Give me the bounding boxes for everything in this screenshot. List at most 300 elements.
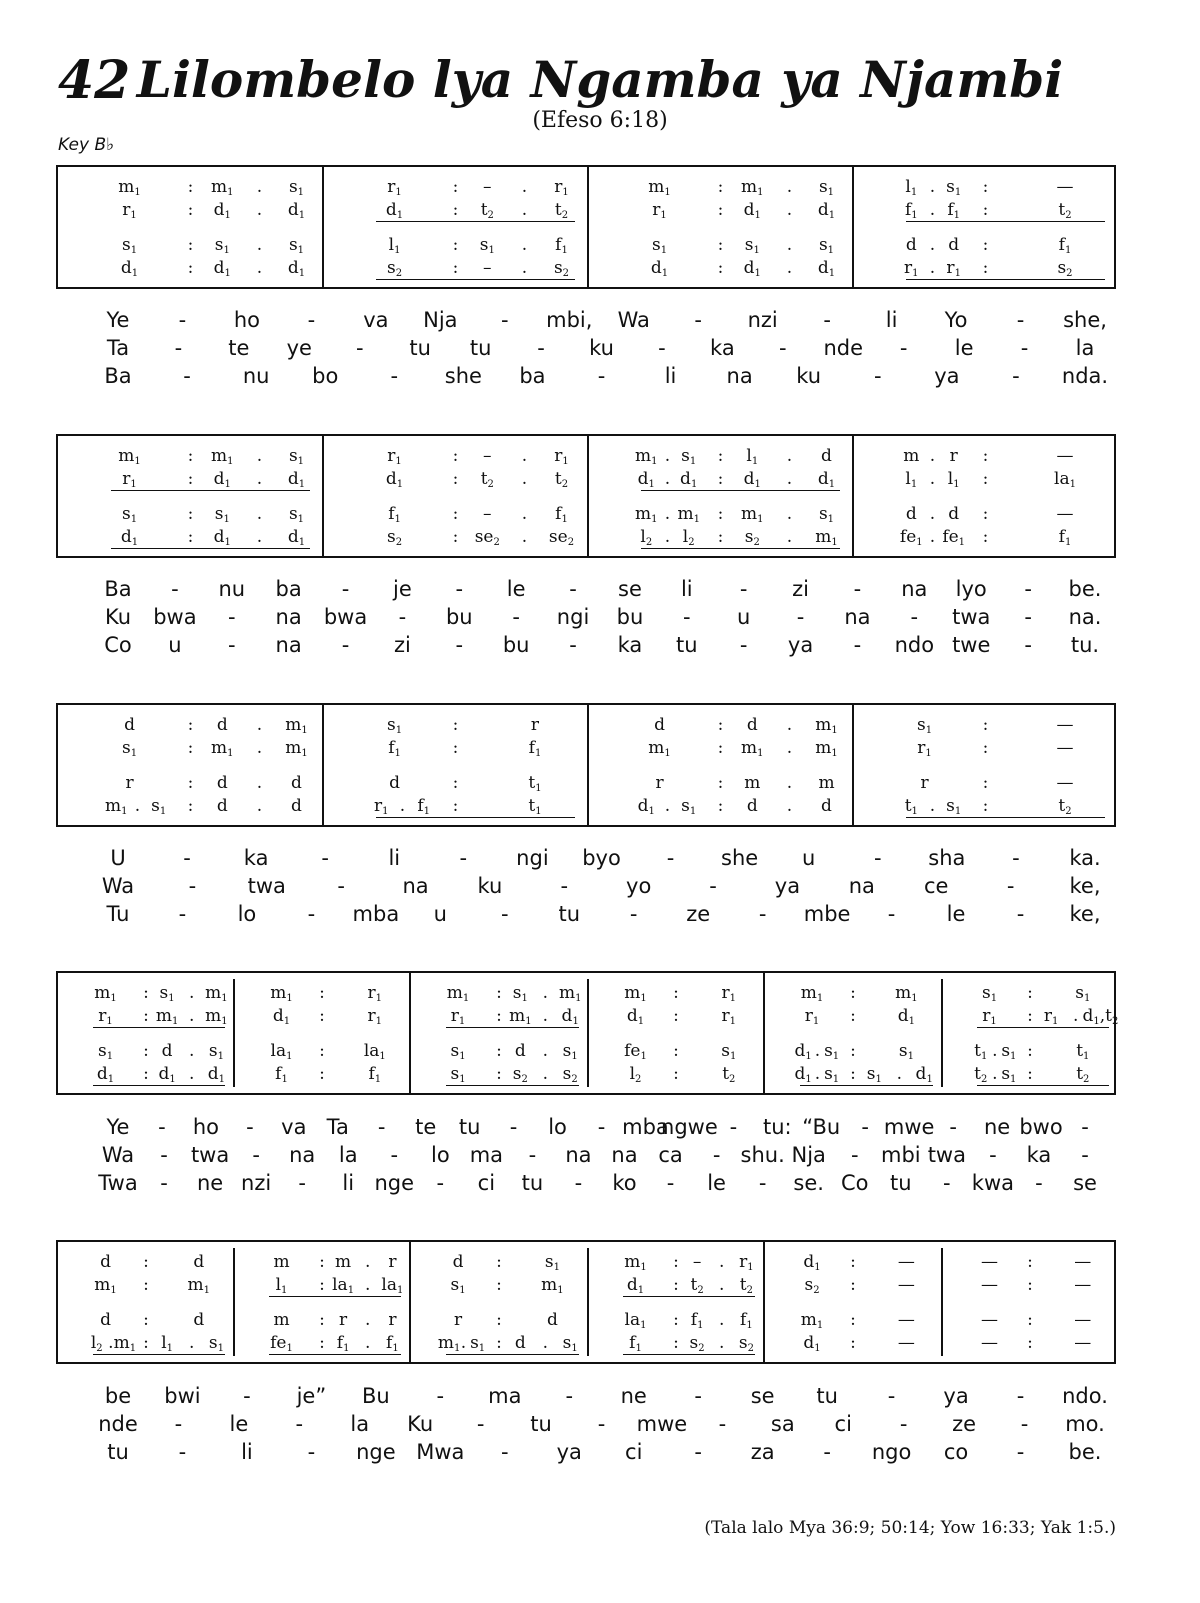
- solfa-note: .: [664, 504, 671, 524]
- solfa-note: :: [452, 446, 459, 466]
- lyric-syllable: nde: [98, 1412, 138, 1436]
- lyric-syllable: na: [611, 1143, 638, 1167]
- voice-row: [58, 1064, 1114, 1084]
- voice-row: [58, 983, 1114, 1003]
- lyric-hyphen: -: [512, 605, 520, 629]
- solfa-note: :: [143, 1006, 149, 1026]
- lyric-hyphen: -: [455, 633, 464, 657]
- solfa-note: :: [982, 469, 989, 489]
- solfa-note: $d_1,t_2$: [1082, 1006, 1119, 1027]
- solfa-note: $r_1$: [98, 1006, 113, 1027]
- lyric-syllable: bu: [502, 633, 530, 657]
- solfa-note: .: [256, 258, 263, 278]
- solfa-note: :: [452, 469, 459, 489]
- solfa-note: $m_1$: [285, 738, 308, 759]
- lyric-hyphen: -: [629, 902, 638, 926]
- solfa-note: $d_1$: [915, 1064, 933, 1085]
- solfa-note: $m_1$: [635, 504, 658, 525]
- solfa-note: $m_1$: [815, 715, 838, 736]
- solfa-note: :: [187, 796, 194, 816]
- lyric-syllable: va: [281, 1115, 307, 1139]
- solfa-note: .: [786, 715, 793, 735]
- solfa-note: —: [1056, 177, 1074, 197]
- solfa-note: $s_2$: [562, 1064, 578, 1085]
- lyric-hyphen: -: [712, 1143, 721, 1167]
- solfa-note: .: [896, 1064, 902, 1084]
- solfa-note: $s_2$: [386, 527, 403, 548]
- solfa-note: r: [530, 715, 540, 735]
- lyric-syllable: Tu: [106, 902, 130, 926]
- solfa-note: .: [108, 1333, 114, 1353]
- solfa-note: .: [460, 1333, 467, 1353]
- solfa-note: :: [187, 715, 194, 735]
- solfa-note: :: [673, 983, 679, 1003]
- lyric-syllable: bu: [445, 605, 473, 629]
- lyric-syllable: le: [954, 336, 974, 360]
- solfa-note: :: [982, 200, 989, 220]
- solfa-note: .: [521, 469, 528, 489]
- solfa-note: $m_1$: [94, 1275, 117, 1296]
- lyric-syllable: u: [802, 846, 816, 870]
- lyric-syllable: za: [750, 1440, 775, 1464]
- lyric-syllable: zi: [792, 577, 810, 601]
- lyric-syllable: Ba: [104, 364, 132, 388]
- solfa-note: .: [542, 1064, 548, 1084]
- lyric-syllable: ya: [556, 1440, 582, 1464]
- lyric-syllable: na: [289, 1143, 316, 1167]
- solfa-note: $s_1$: [1001, 1041, 1017, 1062]
- solfa-note: .: [786, 796, 793, 816]
- solfa-note: .: [256, 773, 263, 793]
- music-system: [56, 971, 1119, 1095]
- lyric-syllable: bu: [616, 605, 644, 629]
- lyric-hyphen: -: [861, 1115, 870, 1139]
- solfa-note: .: [719, 1252, 725, 1272]
- solfa-note: $r_1$: [554, 446, 569, 467]
- solfa-note: $d_1$: [287, 258, 306, 279]
- solfa-note: $d_1$: [207, 1064, 226, 1085]
- solfa-note: $s_1$: [946, 177, 962, 198]
- solfa-note: $la_1$: [1054, 469, 1076, 490]
- lyric-line: [0, 336, 1200, 364]
- solfa-note: $m_1$: [895, 983, 918, 1004]
- solfa-note: .: [786, 235, 793, 255]
- lyric-hyphen: -: [899, 1412, 908, 1436]
- solfa-note: $d_1$: [96, 1064, 115, 1085]
- tie-underline: [111, 548, 310, 549]
- solfa-note: .: [256, 504, 263, 524]
- lyric-hyphen: -: [739, 577, 748, 601]
- solfa-note: :: [1027, 1006, 1033, 1026]
- lyric-syllable: sa: [770, 1412, 795, 1436]
- tie-underline: [641, 548, 840, 549]
- lyric-syllable: nzi: [747, 308, 778, 332]
- solfa-note: $l_1$: [947, 469, 960, 490]
- lyric-syllable: Mwa: [416, 1440, 465, 1464]
- solfa-note: .: [786, 469, 793, 489]
- solfa-note: $la_1$: [270, 1041, 293, 1062]
- solfa-note: $r_1$: [374, 796, 389, 817]
- lyric-line: [0, 1440, 1200, 1468]
- solfa-note: $r_1$: [917, 738, 932, 759]
- solfa-note: $d_1$: [272, 1006, 291, 1027]
- lyric-hyphen: -: [537, 336, 545, 360]
- lyric-syllable: ma: [488, 1384, 522, 1408]
- solfa-note: $l_2$: [640, 527, 653, 548]
- lyric-hyphen: -: [455, 577, 464, 601]
- lyric-syllable: Ku: [104, 605, 132, 629]
- solfa-note: .: [786, 504, 793, 524]
- solfa-note: d: [452, 1252, 464, 1272]
- solfa-note: .: [719, 1333, 725, 1353]
- solfa-note: $r_1$: [122, 469, 137, 490]
- lyric-syllable: ma: [469, 1143, 504, 1167]
- lyric-hyphen: -: [666, 846, 675, 870]
- solfa-note: :: [187, 446, 194, 466]
- solfa-note: .: [365, 1252, 371, 1272]
- lyric-hyphen: -: [436, 1384, 445, 1408]
- lyric-hyphen: -: [243, 1384, 251, 1408]
- solfa-note: r: [920, 773, 929, 793]
- lyric-hyphen: -: [910, 605, 919, 629]
- solfa-note: $s_1$: [214, 235, 230, 256]
- lyric-syllable: Bu: [362, 1384, 390, 1408]
- solfa-note: m: [903, 446, 920, 466]
- lyric-syllable: lo: [237, 902, 257, 926]
- solfa-note: $d_1$: [743, 200, 761, 221]
- lyric-syllable: u: [737, 605, 751, 629]
- solfa-note: –: [483, 258, 492, 278]
- solfa-note: :: [319, 1310, 325, 1330]
- lyric-hyphen: -: [501, 902, 509, 926]
- solfa-note: :: [452, 235, 459, 255]
- solfa-note: $f_1$: [947, 200, 961, 221]
- solfa-note: :: [1027, 983, 1033, 1003]
- lyric-syllable: tu: [409, 336, 431, 360]
- solfa-note: $s_2$: [1057, 258, 1073, 279]
- solfa-note: d: [905, 504, 917, 524]
- solfa-note: $s_2$: [512, 1064, 528, 1085]
- solfa-note: r: [453, 1310, 463, 1330]
- lyric-hyphen: -: [1081, 1143, 1089, 1167]
- solfa-note: $d_1$: [680, 469, 698, 490]
- solfa-note: :: [717, 773, 724, 793]
- lyric-syllable: mwe: [636, 1412, 688, 1436]
- solfa-note: $l_1$: [161, 1333, 174, 1354]
- solfa-note: —: [1056, 504, 1074, 524]
- solfa-note: :: [1027, 1333, 1033, 1353]
- solfa-note: :: [143, 1275, 149, 1295]
- solfa-note: $s_2$: [738, 1333, 754, 1354]
- solfa-note: :: [673, 1333, 679, 1353]
- lyric-line: [0, 633, 1200, 661]
- solfa-note: .: [542, 1333, 548, 1353]
- voice-row: [58, 1275, 1114, 1295]
- solfa-note: $d_1$: [385, 469, 404, 490]
- lyric-hyphen: -: [160, 1171, 168, 1195]
- lyric-hyphen: -: [694, 1384, 702, 1408]
- tie-underline: [446, 1027, 580, 1028]
- solfa-note: .: [256, 200, 263, 220]
- lyric-hyphen: -: [758, 1171, 767, 1195]
- solfa-note: $s_1$: [1075, 983, 1091, 1004]
- solfa-note: $s_1$: [512, 983, 528, 1004]
- solfa-note: :: [496, 1333, 502, 1353]
- solfa-note: :: [187, 504, 194, 524]
- lyric-syllable: “Bu: [802, 1115, 841, 1139]
- solfa-note: :: [496, 1041, 502, 1061]
- solfa-note: .: [992, 1041, 998, 1061]
- solfa-note: d: [514, 1041, 526, 1061]
- solfa-note: m: [335, 1252, 352, 1272]
- lyric-syllable: ze: [952, 1412, 977, 1436]
- solfa-note: –: [483, 446, 492, 466]
- lyric-hyphen: -: [298, 1171, 306, 1195]
- voice-row: [58, 504, 1114, 524]
- solfa-note: $s_2$: [553, 258, 570, 279]
- lyric-syllable: Ye: [106, 308, 130, 332]
- solfa-note: $m_1$: [155, 1006, 179, 1027]
- lyric-hyphen: -: [569, 577, 577, 601]
- lyric-hyphen: -: [1020, 336, 1029, 360]
- solfa-note: $t_1$: [528, 796, 542, 817]
- lyric-syllable: bwi: [164, 1384, 201, 1408]
- solfa-note: $d_1$: [561, 1006, 579, 1027]
- solfa-note: :: [982, 258, 989, 278]
- lyric-syllable: ya: [934, 364, 960, 388]
- lyric-syllable: bwa: [323, 605, 368, 629]
- solfa-note: $s_1$: [818, 177, 835, 198]
- solfa-note: $l_1$: [275, 1275, 288, 1296]
- solfa-note: $d_1$: [817, 200, 836, 221]
- voice-row: [58, 1041, 1114, 1061]
- lyric-hyphen: -: [341, 577, 350, 601]
- solfa-note: r: [388, 1252, 397, 1272]
- solfa-note: $r_1$: [739, 1252, 754, 1273]
- lyric-syllable: va: [363, 308, 389, 332]
- solfa-note: $l_2$: [629, 1064, 642, 1085]
- lyric-line: [0, 846, 1200, 874]
- solfa-note: $d_1$: [626, 1006, 645, 1027]
- solfa-note: $s_1$: [721, 1041, 737, 1062]
- solfa-note: $f_1$: [555, 504, 568, 525]
- solfa-note: .: [929, 258, 936, 278]
- solfa-note: d: [948, 504, 960, 524]
- solfa-note: :: [319, 1275, 325, 1295]
- solfa-note: $r_1$: [387, 177, 402, 198]
- solfa-note: $fe_1$: [942, 527, 966, 548]
- solfa-note: :: [717, 738, 724, 758]
- solfa-note: .: [786, 527, 793, 547]
- lyric-hyphen: -: [729, 1115, 738, 1139]
- solfa-note: $r_1$: [122, 200, 137, 221]
- tie-underline: [269, 1354, 401, 1355]
- solfa-note: :: [717, 258, 724, 278]
- lyric-syllable: nge: [374, 1171, 415, 1195]
- solfa-note: :: [452, 200, 459, 220]
- tie-underline: [376, 279, 575, 280]
- solfa-note: .: [189, 1333, 195, 1353]
- solfa-note: $s_1$: [288, 446, 305, 467]
- solfa-note: $d_1$: [287, 469, 306, 490]
- solfa-note: d: [514, 1333, 526, 1353]
- lyric-syllable: le: [946, 902, 966, 926]
- lyric-hyphen: -: [1035, 1171, 1043, 1195]
- solfa-note: $m_1$: [113, 1333, 137, 1354]
- lyric-syllable: ngo: [871, 1440, 912, 1464]
- solfa-note: $t_2$: [554, 469, 569, 490]
- solfa-note: .: [521, 177, 528, 197]
- solfa-note: :: [982, 715, 989, 735]
- lyric-hyphen: -: [321, 846, 329, 870]
- solfa-note: $m_1$: [205, 983, 228, 1004]
- solfa-note: .: [929, 235, 936, 255]
- lyric-hyphen: -: [949, 1115, 957, 1139]
- solfa-note: —: [1056, 715, 1074, 735]
- solfa-note: .: [664, 446, 671, 466]
- solfa-note: $la_1$: [332, 1275, 355, 1296]
- lyric-syllable: Ba: [104, 577, 132, 601]
- solfa-note: :: [319, 983, 325, 1003]
- lyric-syllable: mbi,: [546, 308, 593, 332]
- solfa-note: $f_1$: [629, 1333, 642, 1354]
- lyric-hyphen: -: [178, 1440, 187, 1464]
- tie-underline: [641, 490, 840, 491]
- solfa-note: $s_1$: [818, 504, 835, 525]
- solfa-note: .: [189, 1041, 195, 1061]
- solfa-note: $f_1$: [555, 235, 568, 256]
- solfa-note: $s_1$: [450, 1041, 466, 1062]
- solfa-note: $s_1$: [450, 1064, 466, 1085]
- lyric-hyphen: -: [227, 633, 236, 657]
- hymn-title: Lilombelo lya Ngamba ya Njambi: [136, 50, 1064, 109]
- solfa-note: $r_1$: [721, 1006, 737, 1027]
- solfa-note: .: [542, 1006, 548, 1026]
- solfa-note: $s_2$: [804, 1275, 820, 1296]
- lyric-syllable: ndo: [894, 633, 935, 657]
- solfa-note: $s_1$: [450, 1275, 466, 1296]
- solfa-note: :: [452, 527, 459, 547]
- voice-row: [58, 469, 1114, 489]
- solfa-note: :: [143, 983, 149, 1003]
- solfa-note: $t_1$: [1076, 1041, 1090, 1062]
- solfa-note: :: [673, 1252, 679, 1272]
- lyric-syllable: li: [241, 1440, 253, 1464]
- lyric-hyphen: -: [1020, 1412, 1029, 1436]
- solfa-note: $r_1$: [450, 1006, 466, 1027]
- solfa-note: $t_1$: [528, 773, 542, 794]
- solfa-note: :: [850, 1275, 856, 1295]
- lyric-syllable: ne: [983, 1115, 1011, 1139]
- solfa-note: $t_1$: [904, 796, 918, 817]
- lyric-line: [0, 364, 1200, 392]
- scripture-reference: (Efeso 6:18): [532, 108, 668, 133]
- solfa-note: :: [850, 1333, 856, 1353]
- music-system: [56, 1240, 1116, 1364]
- solfa-note: $f_1$: [417, 796, 431, 817]
- solfa-note: :: [717, 796, 724, 816]
- lyric-syllable: twa: [190, 1143, 230, 1167]
- hymn-number: 42: [58, 50, 131, 111]
- solfa-note: $t_2$: [480, 200, 494, 221]
- lyric-hyphen: -: [295, 1412, 304, 1436]
- solfa-note: —: [897, 1275, 915, 1295]
- solfa-note: .: [189, 983, 195, 1003]
- solfa-note: :: [850, 1041, 856, 1061]
- lyric-hyphen: -: [178, 902, 187, 926]
- solfa-note: .: [189, 1006, 195, 1026]
- lyric-syllable: la: [338, 1143, 358, 1167]
- solfa-note: .: [521, 200, 528, 220]
- lyric-syllable: tu: [816, 1384, 838, 1408]
- solfa-note: .: [256, 527, 263, 547]
- lyric-syllable: yo: [626, 874, 652, 898]
- solfa-note: —: [981, 1275, 999, 1295]
- lyric-hyphen: -: [899, 336, 908, 360]
- lyric-syllable: tu: [890, 1171, 912, 1195]
- tie-underline: [93, 1085, 225, 1086]
- lyric-syllable: le: [506, 577, 526, 601]
- solfa-note: $s_1$: [288, 177, 305, 198]
- solfa-note: d: [193, 1252, 205, 1272]
- lyric-syllable: bo: [312, 364, 339, 388]
- solfa-note: $la_1$: [624, 1310, 647, 1331]
- solfa-note: $s_1$: [981, 983, 998, 1004]
- solfa-note: $d_1$: [158, 1064, 176, 1085]
- tie-underline: [269, 1296, 401, 1297]
- solfa-note: .: [521, 446, 528, 466]
- solfa-note: $d_1$: [287, 527, 306, 548]
- solfa-note: .: [134, 796, 141, 816]
- solfa-note: .: [365, 1275, 371, 1295]
- solfa-note: :: [673, 1041, 679, 1061]
- tie-underline: [906, 221, 1105, 222]
- solfa-note: .: [719, 1310, 725, 1330]
- solfa-note: $m_1$: [509, 1006, 532, 1027]
- lyric-syllable: tu: [458, 1115, 481, 1139]
- solfa-note: $d_1$: [213, 527, 231, 548]
- solfa-note: $d_1$: [213, 469, 231, 490]
- lyric-syllable: na: [848, 874, 875, 898]
- lyric-syllable: na: [275, 605, 302, 629]
- lyric-line: [0, 1412, 1200, 1440]
- lyric-syllable: na: [726, 364, 753, 388]
- lyric-hyphen: -: [341, 633, 350, 657]
- lyric-syllable: nde: [823, 336, 864, 360]
- solfa-note: d: [291, 796, 302, 816]
- solfa-note: :: [143, 1252, 149, 1272]
- solfa-note: $fe_1$: [899, 527, 923, 548]
- solfa-note: d: [161, 1041, 173, 1061]
- lyric-hyphen: -: [709, 874, 717, 898]
- lyric-syllable: se: [750, 1384, 775, 1408]
- solfa-note: d: [100, 1310, 111, 1330]
- solfa-note: :: [496, 983, 502, 1003]
- lyric-syllable: ce: [923, 874, 949, 898]
- lyric-syllable: u: [433, 902, 447, 926]
- solfa-note: :: [187, 177, 194, 197]
- lyric-syllable: mbi: [880, 1143, 921, 1167]
- solfa-note: :: [187, 235, 194, 255]
- solfa-note: :: [496, 1275, 502, 1295]
- solfa-note: :: [673, 1310, 679, 1330]
- lyric-syllable: ku: [796, 364, 822, 388]
- tie-underline: [906, 817, 1105, 818]
- lyric-syllable: ca: [658, 1143, 683, 1167]
- solfa-note: $s_2$: [689, 1333, 705, 1354]
- solfa-note: $d_1$: [897, 1006, 916, 1027]
- solfa-note: d: [216, 796, 228, 816]
